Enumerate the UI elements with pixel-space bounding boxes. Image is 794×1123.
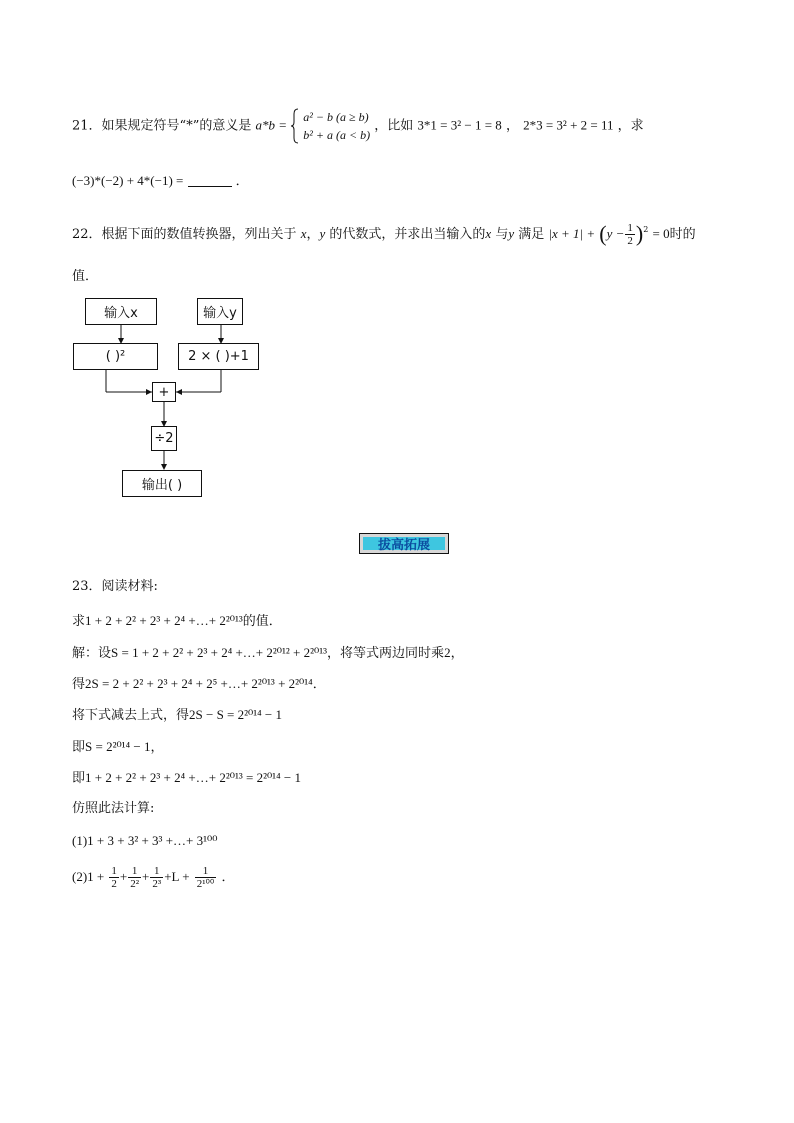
q22-var-x: x — [300, 226, 307, 241]
q22-half-fraction: $\frac{1}{2}$ — [627, 222, 633, 247]
q21-suffix: ，求 — [617, 118, 644, 134]
section-title-badge — [359, 533, 449, 554]
q23-sum-expr: 1 + 2 + 2² + 2³ + 2⁴ +…+ 2²⁰¹³ — [85, 613, 243, 628]
q21-case2: b² + a (a < b) — [303, 128, 371, 142]
q22-text6: 值． — [72, 269, 99, 284]
q23-line6: 即S = 2²⁰¹⁴ − 1， — [72, 739, 164, 755]
q21-prefix: 21．如果规定符号“*”的意义是 — [72, 118, 252, 134]
q22-var-y: y — [319, 226, 326, 241]
q23-line7: 即1 + 2 + 2² + 2³ + 2⁴ +…+ 2²⁰¹³ = 2²⁰¹⁴ − 1 — [72, 770, 301, 786]
q23-def-s: S = 1 + 2 + 2² + 2³ + 2⁴ +…+ 2²⁰¹² + 2²⁰¹³ — [111, 645, 328, 660]
q21-def: a*b = — [255, 117, 288, 133]
q23-subtract-expr: 2S − S = 2²⁰¹⁴ − 1 — [189, 707, 283, 722]
q21-expression: (−3)*(−2) + 4*(−1) = — [72, 173, 184, 188]
q23-problem1: (1)1 + 3 + 3² + 3³ +…+ 3¹⁰⁰ — [72, 833, 218, 848]
q23-2s-expr: 2S = 2 + 2² + 2³ + 2⁴ + 2⁵ +…+ 2²⁰¹³ + 2²⁰¹⁴ — [85, 676, 313, 691]
q22-text2: 的代数式，并求出当输入的 — [329, 227, 486, 242]
q23-line1: 23．阅读材料: — [72, 579, 158, 594]
q22-text5: 时的 — [669, 227, 696, 242]
q21-example1: 3*1 = 3² − 1 = 8 — [417, 117, 502, 133]
section-title: 拔高拓展 — [377, 538, 430, 553]
q23-frac2: $\frac{1}{\text{2²}}$ — [130, 865, 140, 890]
q23-s-result: S = 2²⁰¹⁴ − 1 — [85, 739, 151, 754]
flow-input-x: 输入x — [85, 298, 157, 325]
q23-line2: 求1 + 2 + 2² + 2³ + 2⁴ +…+ 2²⁰¹³的值． — [72, 613, 282, 629]
q23-frac1: $\frac{1}{2}$ — [111, 865, 117, 890]
q23-line4: 得2S = 2 + 2² + 2³ + 2⁴ + 2⁵ +…+ 2²⁰¹³ + 2²⁰¹⁴． — [72, 676, 326, 692]
q22-comma: ， — [306, 227, 320, 242]
flow-linear: 2 × ( )+1 — [178, 343, 259, 370]
q23-frac3: $\frac{1}{\text{2³}}$ — [152, 865, 162, 890]
q21-case1: a² − b (a ≥ b) — [303, 110, 369, 124]
q22-var-x2: x — [485, 226, 492, 241]
q22-line1: 22．根据下面的数值转换器，列出关于 x，y 的代数式，并求出当输入的x 与y 满足 |x + 1| + (y − $\frac{1}{2}$ )$^2$ = 0时的 — [72, 221, 696, 247]
q23-frac4: $\frac{1}{\text{2¹⁰⁰}}$ — [196, 865, 215, 890]
flow-plus: + — [152, 382, 176, 402]
q22-cond-y: y − — [606, 226, 625, 241]
q21-sep: ， — [505, 118, 519, 134]
flow-output: 输出( ) — [122, 470, 202, 497]
q22-cond-abs: |x + 1| + — [548, 226, 596, 241]
q22-var-y2: y — [508, 226, 515, 241]
q23-problem2: (2)1 + $\frac{1}{2}$ + $\frac{1}{\text{2²}}$ + $\frac{1}{\text{2³}}$ +L + $\frac{1}{\text{2¹⁰⁰}}$ ． — [72, 865, 235, 890]
q22-text4: 满足 — [518, 227, 545, 242]
flow-square: ( )² — [73, 343, 158, 370]
q21-end: ． — [235, 174, 249, 189]
flow-divide: ÷2 — [151, 426, 177, 451]
q23-conclusion: 1 + 2 + 2² + 2³ + 2⁴ +…+ 2²⁰¹³ = 2²⁰¹⁴ − 1 — [85, 770, 301, 785]
q21-example2: 2*3 = 3² + 2 = 11 — [523, 117, 614, 133]
flow-input-y: 输入y — [197, 298, 243, 325]
q23-line8: 仿照此法计算: — [72, 801, 155, 816]
q22-text3: 与 — [495, 227, 509, 242]
q23-line3: 解：设S = 1 + 2 + 2² + 2³ + 2⁴ +…+ 2²⁰¹² + 2²⁰¹³，将等式两边同时乘2， — [72, 645, 464, 661]
q23-line5: 将下式减去上式，得2S − S = 2²⁰¹⁴ − 1 — [72, 707, 283, 723]
q21-mid: ，比如 — [374, 118, 414, 134]
q22-cond-zero: = 0 — [652, 226, 670, 241]
q22-text1: 22．根据下面的数值转换器，列出关于 — [72, 227, 297, 242]
